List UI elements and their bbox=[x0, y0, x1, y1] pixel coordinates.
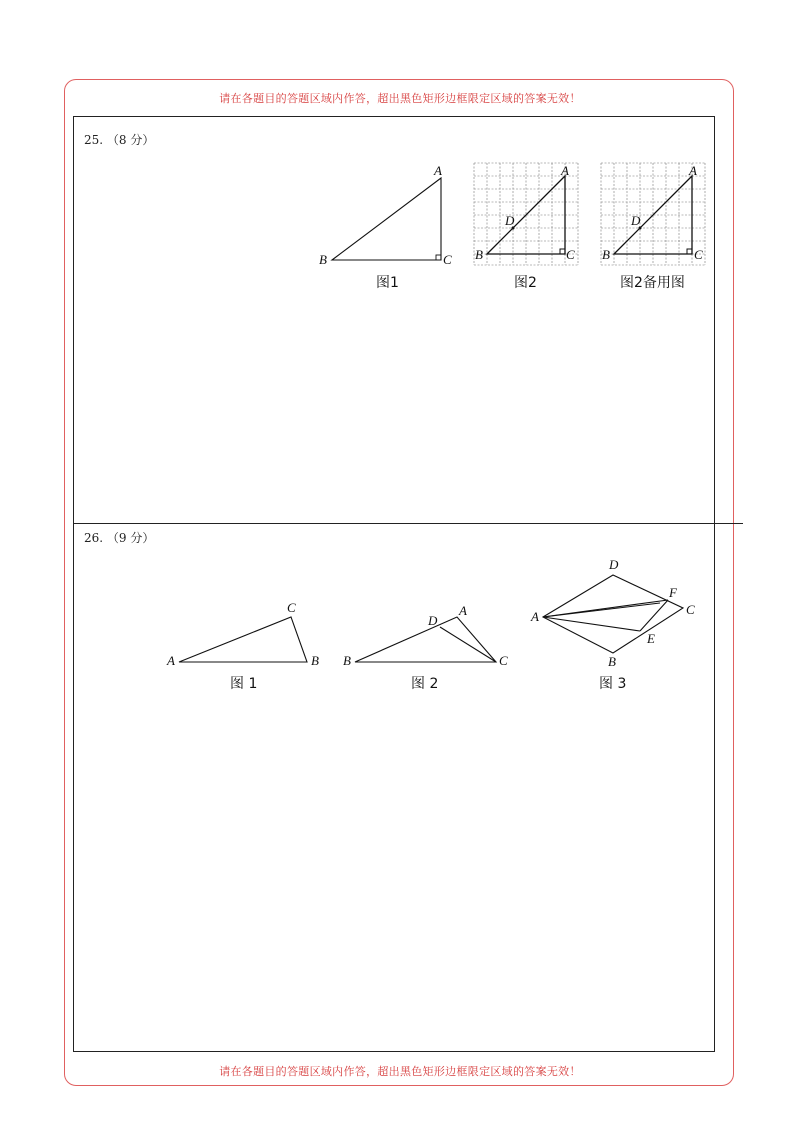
q25-fig1-label-a: A bbox=[434, 163, 442, 178]
q25-figure-2-backup bbox=[601, 163, 705, 291]
q25-fig2-label-b: B bbox=[475, 247, 483, 262]
q26-fig3-label-e: E bbox=[647, 631, 655, 646]
q25-fig2b-caption: 图2备用图 bbox=[620, 275, 685, 291]
q26-fig1-label-a: A bbox=[167, 653, 175, 668]
q25-fig1-caption: 图1 bbox=[376, 275, 399, 291]
q25-fig1-label-c: C bbox=[443, 252, 452, 267]
q25-fig2b-label-d: D bbox=[631, 213, 641, 228]
q26-fig3-label-a: A bbox=[531, 609, 539, 624]
q25-fig2b-label-b: B bbox=[602, 247, 610, 262]
q26-fig3-caption: 图 3 bbox=[599, 676, 627, 692]
q26-fig2-label-a: A bbox=[459, 603, 467, 618]
question-25-number: 25. （8 分） bbox=[84, 133, 155, 147]
notice-top: 请在各题目的答题区域内作答，超出黑色矩形边框限定区域的答案无效！ bbox=[219, 92, 581, 105]
q26-fig1-label-b: B bbox=[311, 653, 319, 668]
q26-figure-2 bbox=[343, 603, 508, 692]
q25-fig2b-label-a: A bbox=[689, 163, 697, 178]
q26-figure-1 bbox=[166, 600, 319, 692]
q26-figure-3-labels bbox=[530, 557, 695, 692]
q25-fig2-label-a: A bbox=[561, 163, 569, 178]
q25-fig2-caption: 图2 bbox=[514, 275, 537, 291]
q26-fig2-caption: 图 2 bbox=[411, 676, 439, 692]
q26-fig2-label-b: B bbox=[343, 653, 351, 668]
q26-fig3-label-b: B bbox=[608, 654, 616, 669]
q25-fig1-label-b: B bbox=[319, 252, 327, 267]
q25-figure-2 bbox=[474, 163, 578, 291]
q26-figure-3 bbox=[543, 575, 683, 653]
q25-fig2-label-c: C bbox=[566, 247, 575, 262]
q26-fig3-label-d: D bbox=[609, 557, 619, 572]
q26-fig3-label-c: C bbox=[686, 602, 695, 617]
notice-bottom: 请在各题目的答题区域内作答，超出黑色矩形边框限定区域的答案无效！ bbox=[219, 1065, 581, 1078]
q26-fig3-label-f: F bbox=[669, 585, 677, 600]
q26-fig1-caption: 图 1 bbox=[230, 676, 258, 692]
q26-fig1-label-c: C bbox=[287, 600, 296, 615]
question-26-number: 26. （9 分） bbox=[84, 531, 155, 545]
q25-fig2-label-d: D bbox=[505, 213, 515, 228]
q25-fig2b-label-c: C bbox=[694, 247, 703, 262]
q26-fig2-label-c: C bbox=[499, 653, 508, 668]
q25-figure-1 bbox=[319, 163, 452, 291]
q26-fig2-label-d: D bbox=[428, 613, 438, 628]
